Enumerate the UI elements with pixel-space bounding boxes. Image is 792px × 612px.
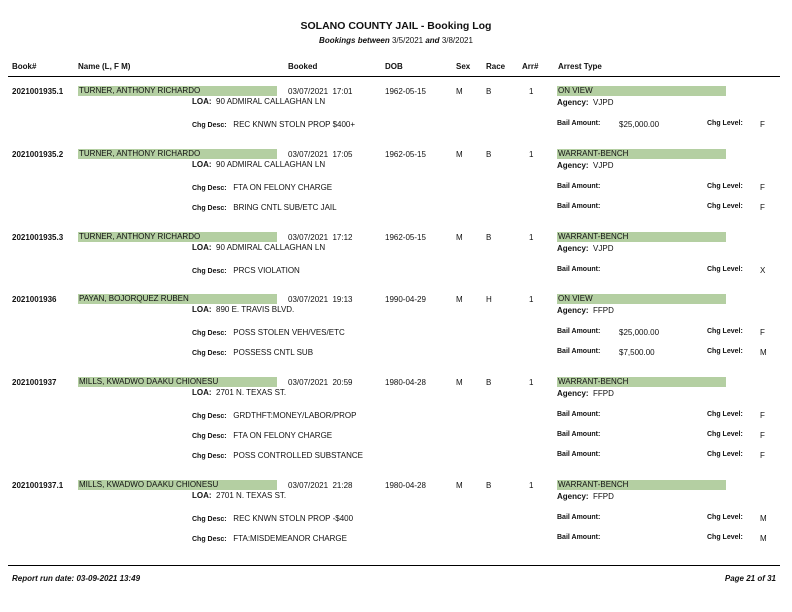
agency-value: FFPD xyxy=(593,306,614,315)
col-header-race: Race xyxy=(486,62,506,71)
agency-label: Agency: xyxy=(557,161,589,170)
book-number: 2021001937.1 xyxy=(12,481,64,490)
chg-level-label: Chg Level: xyxy=(707,203,743,210)
agency-label: Agency: xyxy=(557,98,589,107)
col-header-dob: DOB xyxy=(385,62,403,71)
loa-label: LOA: xyxy=(192,97,212,106)
charge-line xyxy=(192,534,347,543)
charge-line xyxy=(192,348,313,357)
sex: M xyxy=(456,481,463,490)
chg-level-label: Chg Level: xyxy=(707,411,743,418)
race: B xyxy=(486,87,492,96)
chg-level-value: F xyxy=(760,120,765,129)
date-of-birth: 1962-05-15 xyxy=(385,233,426,242)
loa-value: 2701 N. TEXAS ST. xyxy=(216,388,287,397)
loa-line xyxy=(192,97,325,106)
footer-rule xyxy=(8,565,780,566)
loa-label: LOA: xyxy=(192,305,212,314)
loa-value: 890 E. TRAVIS BLVD. xyxy=(216,305,295,314)
inmate-name: TURNER, ANTHONY RICHARDO xyxy=(78,149,277,159)
subtitle-to-date: 3/8/2021 xyxy=(441,36,473,45)
bail-amount-label: Bail Amount: xyxy=(557,328,601,335)
col-header-booked: Booked xyxy=(288,62,318,71)
race: H xyxy=(486,295,492,304)
loa-value: 90 ADMIRAL CALLAGHAN LN xyxy=(216,160,326,169)
chg-level-label: Chg Level: xyxy=(707,266,743,273)
charge-description: GRDTHFT:MONEY/LABOR/PROP xyxy=(233,411,357,420)
agency-label: Agency: xyxy=(557,306,589,315)
charge-description: FTA ON FELONY CHARGE xyxy=(233,431,333,440)
arrest-number: 1 xyxy=(529,378,534,387)
page-number: Page 21 of 31 xyxy=(724,574,776,583)
bail-amount-label: Bail Amount: xyxy=(557,348,601,355)
loa-line xyxy=(192,388,286,397)
charge-line xyxy=(192,203,337,212)
chg-desc-label: Chg Desc: xyxy=(192,122,227,129)
subtitle-prefix: Bookings between xyxy=(319,36,390,45)
booking-record xyxy=(0,295,792,385)
date-of-birth: 1962-05-15 xyxy=(385,87,426,96)
sex: M xyxy=(456,295,463,304)
col-header-arr: Arr# xyxy=(522,62,539,71)
charge-description: BRING CNTL SUB/ETC JAIL xyxy=(233,203,337,212)
loa-label: LOA: xyxy=(192,388,212,397)
subtitle-from-date: 3/5/2021 xyxy=(391,36,424,45)
date-of-birth: 1980-04-28 xyxy=(385,481,426,490)
chg-desc-label: Chg Desc: xyxy=(192,413,227,420)
chg-level-value: M xyxy=(760,348,767,357)
booked-datetime: 03/07/2021 17:01 xyxy=(288,87,353,96)
charge-line xyxy=(192,431,332,440)
agency-value: FFPD xyxy=(593,389,614,398)
bail-amount-value: $7,500.00 xyxy=(619,348,655,357)
race: B xyxy=(486,150,492,159)
booking-record xyxy=(0,481,792,571)
chg-level-label: Chg Level: xyxy=(707,183,743,190)
chg-level-label: Chg Level: xyxy=(707,451,743,458)
loa-label: LOA: xyxy=(192,491,212,500)
race: B xyxy=(486,233,492,242)
agency-label: Agency: xyxy=(557,244,589,253)
inmate-name: MILLS, KWADWO DAAKU CHIONESU xyxy=(78,377,277,387)
date-of-birth: 1962-05-15 xyxy=(385,150,426,159)
bail-amount-label: Bail Amount: xyxy=(557,451,601,458)
inmate-name: TURNER, ANTHONY RICHARDO xyxy=(78,86,277,96)
booking-record xyxy=(0,378,792,468)
charge-description: FTA ON FELONY CHARGE xyxy=(233,183,333,192)
chg-desc-label: Chg Desc: xyxy=(192,516,227,523)
chg-level-value: F xyxy=(760,451,765,460)
loa-label: LOA: xyxy=(192,243,212,252)
arrest-type: ON VIEW xyxy=(557,86,726,96)
chg-level-label: Chg Level: xyxy=(707,514,743,521)
charge-line xyxy=(192,120,355,129)
chg-desc-label: Chg Desc: xyxy=(192,185,227,192)
bail-amount-label: Bail Amount: xyxy=(557,266,601,273)
agency-line xyxy=(557,161,613,170)
charge-line xyxy=(192,266,300,275)
charge-description: FTA:MISDEMEANOR CHARGE xyxy=(233,534,347,543)
chg-desc-label: Chg Desc: xyxy=(192,433,227,440)
chg-level-value: F xyxy=(760,431,765,440)
chg-level-value: X xyxy=(760,266,766,275)
chg-desc-label: Chg Desc: xyxy=(192,453,227,460)
bail-amount-label: Bail Amount: xyxy=(557,431,601,438)
booked-datetime: 03/07/2021 19:13 xyxy=(288,295,353,304)
arrest-type: WARRANT-BENCH xyxy=(557,149,726,159)
date-of-birth: 1980-04-28 xyxy=(385,378,426,387)
report-subtitle xyxy=(0,36,792,45)
agency-line xyxy=(557,98,613,107)
arrest-number: 1 xyxy=(529,87,534,96)
book-number: 2021001937 xyxy=(12,378,57,387)
arrest-type: WARRANT-BENCH xyxy=(557,377,726,387)
booked-datetime: 03/07/2021 21:28 xyxy=(288,481,353,490)
race: B xyxy=(486,378,492,387)
arrest-number: 1 xyxy=(529,481,534,490)
arrest-type: WARRANT-BENCH xyxy=(557,232,726,242)
charge-line xyxy=(192,411,356,420)
charge-description: REC KNWN STOLN PROP -$400 xyxy=(233,514,354,523)
chg-level-label: Chg Level: xyxy=(707,534,743,541)
agency-value: VJPD xyxy=(593,244,614,253)
header-rule xyxy=(8,76,780,77)
chg-desc-label: Chg Desc: xyxy=(192,350,227,357)
loa-value: 90 ADMIRAL CALLAGHAN LN xyxy=(216,243,326,252)
bail-amount-label: Bail Amount: xyxy=(557,514,601,521)
chg-level-label: Chg Level: xyxy=(707,348,743,355)
bail-amount-label: Bail Amount: xyxy=(557,203,601,210)
loa-label: LOA: xyxy=(192,160,212,169)
agency-line xyxy=(557,244,613,253)
loa-line xyxy=(192,305,294,314)
bail-amount-label: Bail Amount: xyxy=(557,183,601,190)
chg-desc-label: Chg Desc: xyxy=(192,330,227,337)
chg-level-value: F xyxy=(760,183,765,192)
book-number: 2021001936 xyxy=(12,295,57,304)
chg-level-value: F xyxy=(760,411,765,420)
bail-amount-value: $25,000.00 xyxy=(619,120,660,129)
book-number: 2021001935.2 xyxy=(12,150,64,159)
sex: M xyxy=(456,233,463,242)
sex: M xyxy=(456,150,463,159)
loa-value: 2701 N. TEXAS ST. xyxy=(216,491,287,500)
report-run-date: Report run date: 03-09-2021 13:49 xyxy=(12,574,141,583)
col-header-sex: Sex xyxy=(456,62,471,71)
loa-line xyxy=(192,243,325,252)
chg-level-value: M xyxy=(760,514,767,523)
report-title: SOLANO COUNTY JAIL - Booking Log xyxy=(300,20,492,32)
booked-datetime: 03/07/2021 20:59 xyxy=(288,378,353,387)
chg-level-label: Chg Level: xyxy=(707,431,743,438)
arrest-number: 1 xyxy=(529,150,534,159)
agency-line xyxy=(557,492,614,501)
charge-line xyxy=(192,514,353,523)
arrest-number: 1 xyxy=(529,233,534,242)
agency-line xyxy=(557,389,614,398)
chg-desc-label: Chg Desc: xyxy=(192,205,227,212)
col-header-name: Name (L, F M) xyxy=(78,62,131,71)
race: B xyxy=(486,481,492,490)
col-header-book: Book# xyxy=(12,62,37,71)
chg-level-label: Chg Level: xyxy=(707,328,743,335)
chg-level-value: F xyxy=(760,328,765,337)
booked-datetime: 03/07/2021 17:12 xyxy=(288,233,353,242)
chg-desc-label: Chg Desc: xyxy=(192,268,227,275)
bail-amount-value: $25,000.00 xyxy=(619,328,660,337)
bail-amount-label: Bail Amount: xyxy=(557,120,601,127)
chg-level-label: Chg Level: xyxy=(707,120,743,127)
bail-amount-label: Bail Amount: xyxy=(557,411,601,418)
chg-level-value: M xyxy=(760,534,767,543)
loa-line xyxy=(192,491,286,500)
charge-description: POSSESS CNTL SUB xyxy=(233,348,314,357)
inmate-name: TURNER, ANTHONY RICHARDO xyxy=(78,232,277,242)
chg-level-value: F xyxy=(760,203,765,212)
col-header-arrest-type: Arrest Type xyxy=(558,62,602,71)
agency-value: FFPD xyxy=(593,492,614,501)
charge-description: POSS CONTROLLED SUBSTANCE xyxy=(233,451,363,460)
subtitle-and: and xyxy=(425,36,440,45)
loa-line xyxy=(192,160,325,169)
charge-line xyxy=(192,328,345,337)
book-number: 2021001935.3 xyxy=(12,233,64,242)
booked-datetime: 03/07/2021 17:05 xyxy=(288,150,353,159)
charge-line xyxy=(192,183,332,192)
agency-label: Agency: xyxy=(557,492,589,501)
chg-desc-label: Chg Desc: xyxy=(192,536,227,543)
charge-line xyxy=(192,451,363,460)
agency-label: Agency: xyxy=(557,389,589,398)
charge-description: POSS STOLEN VEH/VES/ETC xyxy=(233,328,345,337)
arrest-type: WARRANT-BENCH xyxy=(557,480,726,490)
sex: M xyxy=(456,378,463,387)
charge-description: PRCS VIOLATION xyxy=(233,266,300,275)
agency-value: VJPD xyxy=(593,98,614,107)
arrest-type: ON VIEW xyxy=(557,294,726,304)
book-number: 2021001935.1 xyxy=(12,87,64,96)
bail-amount-label: Bail Amount: xyxy=(557,534,601,541)
charge-description: REC KNWN STOLN PROP $400+ xyxy=(233,120,356,129)
inmate-name: MILLS, KWADWO DAAKU CHIONESU xyxy=(78,480,277,490)
agency-value: VJPD xyxy=(593,161,614,170)
arrest-number: 1 xyxy=(529,295,534,304)
loa-value: 90 ADMIRAL CALLAGHAN LN xyxy=(216,97,326,106)
inmate-name: PAYAN, BOJORQUEZ RUBEN xyxy=(78,294,277,304)
agency-line xyxy=(557,306,614,315)
booking-record xyxy=(0,150,792,240)
date-of-birth: 1990-04-29 xyxy=(385,295,426,304)
sex: M xyxy=(456,87,463,96)
